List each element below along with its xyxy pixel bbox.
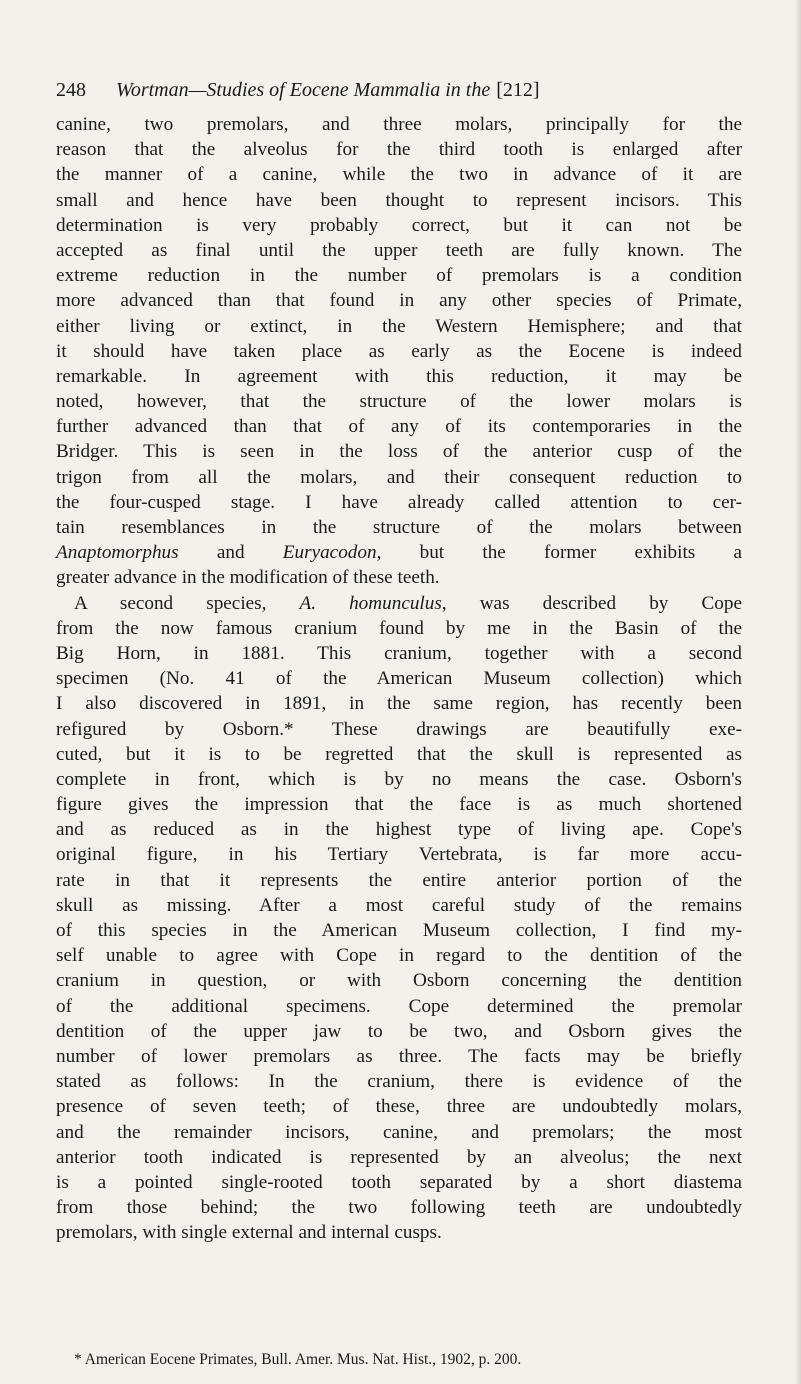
text-line: greater advance in the modification of these teeth. bbox=[56, 567, 440, 589]
text-line: specimen (No. 41 of the American Museum collection) which bbox=[56, 668, 742, 690]
text-line: cranium in question, or with Osborn concerning the dentition bbox=[56, 970, 742, 992]
text-line: of the additional specimens. Cope determined the premolar bbox=[56, 995, 742, 1017]
text-line: dentition of the upper jaw to be two, and Osborn gives the bbox=[56, 1020, 742, 1042]
text-line: Big Horn, in 1881. This cranium, together with a second bbox=[56, 642, 742, 664]
text-fragment: and bbox=[178, 542, 283, 564]
running-header bbox=[56, 78, 736, 102]
text-line: from those behind; the two following teeth are undoubtedly bbox=[56, 1197, 742, 1219]
text-line: trigon from all the molars, and their consequent reduction to bbox=[56, 466, 742, 488]
text-line: and the remainder incisors, canine, and premolars; the most bbox=[56, 1121, 742, 1143]
text-line: presence of seven teeth; of these, three are undoubtedly molars, bbox=[56, 1096, 742, 1118]
text-line: the four-cusped stage. I have already called attention to cer- bbox=[56, 491, 742, 513]
text-line: rate in that it represents the entire anterior portion of the bbox=[56, 869, 742, 891]
text-line: accepted as final until the upper teeth are fully known. The bbox=[56, 239, 742, 261]
text-line: small and hence have been thought to represent incisors. This bbox=[56, 189, 742, 211]
text-fragment: , but the former exhibits a bbox=[376, 542, 742, 564]
text-line: complete in front, which is by no means the case. Osborn's bbox=[56, 768, 742, 790]
text-fragment: , was described by Cope bbox=[441, 592, 742, 614]
text-line: and as reduced as in the highest type of living ape. Cope's bbox=[56, 819, 742, 841]
text-line: refigured by Osborn.* These drawings are beautifully exe- bbox=[56, 718, 742, 740]
genus-name: Euryacodon bbox=[282, 542, 377, 564]
body-text bbox=[56, 112, 742, 1245]
text-line: is a pointed single-rooted tooth separated by a short diastema bbox=[56, 1171, 742, 1193]
text-line: from the now famous cranium found by me in the Basin of the bbox=[56, 617, 742, 639]
text-line: figure gives the impression that the face is as much shortened bbox=[56, 794, 742, 816]
bracket-page-number: [212] bbox=[496, 79, 540, 101]
text-line: remarkable. In agreement with this reduction, it may be bbox=[56, 365, 742, 387]
text-fragment: A second species, bbox=[74, 592, 300, 614]
text-line: canine, two premolars, and three molars, principally for the bbox=[56, 114, 742, 135]
text-line-with-italics bbox=[56, 591, 742, 616]
text-line-with-italics bbox=[56, 540, 742, 565]
text-line: cuted, but it is to be regretted that the skull is represented as bbox=[56, 743, 742, 765]
text-line: further advanced than that of any of its contemporaries in the bbox=[56, 416, 742, 438]
text-line: I also discovered in 1891, in the same region, has recently been bbox=[56, 693, 742, 715]
text-line: self unable to agree with Cope in regard to the dentition of the bbox=[56, 945, 742, 967]
text-line: determination is very probably correct, but it can not be bbox=[56, 214, 742, 236]
running-title: Wortman—Studies of Eocene Mammalia in the bbox=[116, 79, 491, 101]
footnote: * American Eocene Primates, Bull. Amer. Mus. Nat. Hist., 1902, p. 200. bbox=[74, 1351, 522, 1368]
text-line: original figure, in his Tertiary Vertebrata, is far more accu- bbox=[56, 844, 742, 866]
text-line: noted, however, that the structure of the lower molars is bbox=[56, 391, 742, 413]
text-line: of this species in the American Museum collection, I find my- bbox=[56, 920, 742, 941]
text-line: it should have taken place as early as the Eocene is indeed bbox=[56, 340, 742, 362]
text-line: premolars, with single external and internal cusps. bbox=[56, 1222, 442, 1244]
text-line: either living or extinct, in the Western Hemisphere; and that bbox=[56, 315, 742, 337]
text-line: reason that the alveolus for the third tooth is enlarged after bbox=[56, 139, 742, 161]
text-line: extreme reduction in the number of premolars is a condition bbox=[56, 265, 742, 287]
text-line: Bridger. This is seen in the loss of the anterior cusp of the bbox=[56, 441, 742, 463]
text-line: anterior tooth indicated is represented by an alveolus; the next bbox=[56, 1146, 742, 1168]
text-line: number of lower premolars as three. The facts may be briefly bbox=[56, 1045, 742, 1067]
genus-name: Anaptomorphus bbox=[56, 542, 179, 564]
text-line: tain resemblances in the structure of the molars between bbox=[56, 517, 742, 538]
page-number: 248 bbox=[56, 79, 86, 101]
text-line: stated as follows: In the cranium, there is evidence of the bbox=[56, 1071, 742, 1093]
text-line: skull as missing. After a most careful study of the remains bbox=[56, 894, 742, 916]
page-edge bbox=[795, 0, 801, 1384]
text-line: more advanced than that found in any other species of Primate, bbox=[56, 290, 742, 312]
text-line: the manner of a canine, while the two in advance of it are bbox=[56, 164, 742, 186]
species-name: A. homunculus bbox=[299, 592, 442, 614]
